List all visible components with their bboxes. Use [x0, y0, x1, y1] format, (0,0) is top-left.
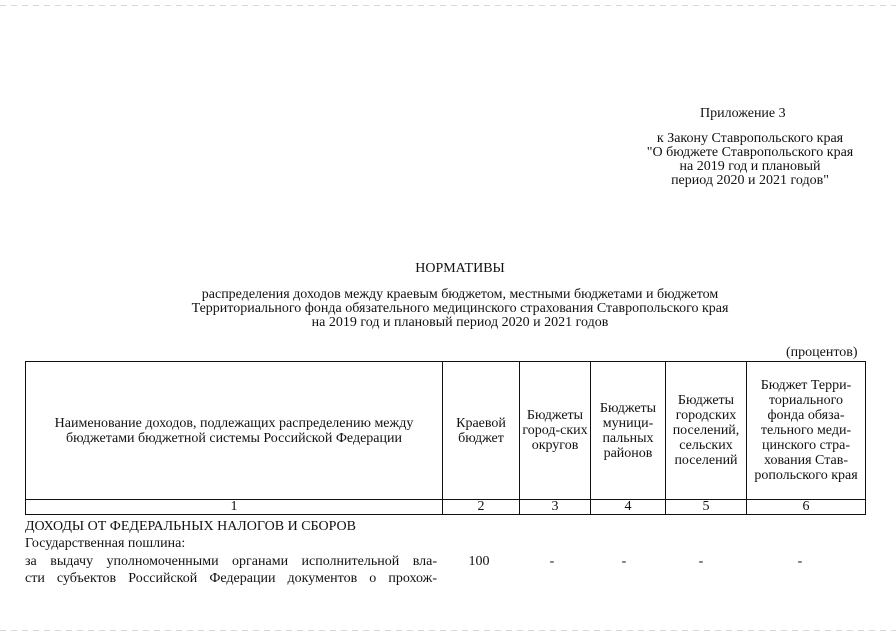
- subtitle-line: распределения доходов между краевым бюджетом, местными бюджетами и бюджетом: [201, 287, 719, 302]
- document-title: НОРМАТИВЫ: [415, 261, 505, 276]
- value-municipal-districts: -: [621, 554, 627, 569]
- income-item-text: за выдачу уполномоченными органами исполнительной вла-: [25, 554, 437, 569]
- scan-edge-top: [0, 5, 896, 6]
- law-ref-line: на 2019 год и плановый: [679, 159, 821, 174]
- units-label: (процентов): [786, 345, 858, 360]
- value-city-districts: -: [549, 554, 555, 569]
- header-regional-budget: Краевой бюджет: [443, 362, 520, 500]
- subsection-heading: Государственная пошлина:: [25, 536, 186, 551]
- column-number: 6: [747, 500, 866, 515]
- subtitle-line: на 2019 год и плановый период 2020 и 2021 годов: [311, 315, 609, 330]
- header-medical-fund: Бюджет Терри-ториального фонда обяза-тельного меди-цинского стра-хования Став-ропольского края: [747, 362, 866, 500]
- header-income-name: Наименование доходов, подлежащих распределению между бюджетами бюджетной системы Российской Федерации: [26, 362, 443, 500]
- document-subtitle: [0, 288, 896, 330]
- table-header-row: [26, 362, 866, 500]
- law-ref-line: период 2020 и 2021 годов": [671, 173, 829, 188]
- column-number-row: [26, 500, 866, 515]
- value-regional-budget: 100: [468, 554, 490, 569]
- header-municipal-districts: Бюджеты муници-пальных районов: [591, 362, 666, 500]
- norms-table: [25, 361, 866, 515]
- value-settlements: -: [698, 554, 704, 569]
- section-heading: ДОХОДЫ ОТ ФЕДЕРАЛЬНЫХ НАЛОГОВ И СБОРОВ: [25, 519, 357, 534]
- law-reference: [600, 132, 896, 188]
- law-ref-line: "О бюджете Ставропольского края: [646, 145, 854, 160]
- column-number: 4: [591, 500, 666, 515]
- column-number: 2: [443, 500, 520, 515]
- column-number: 5: [666, 500, 747, 515]
- annex-label: Приложение 3: [700, 106, 786, 121]
- value-medical-fund: -: [797, 554, 803, 569]
- subtitle-line: Территориального фонда обязательного медицинского страхования Ставропольского края: [191, 301, 729, 316]
- income-item-text: сти субъектов Российской Федерации документов о прохож-: [25, 571, 437, 586]
- header-city-districts: Бюджеты город-ских округов: [520, 362, 591, 500]
- scan-edge-bottom: [0, 630, 896, 631]
- header-settlements: Бюджеты городских поселений, сельских поселений: [666, 362, 747, 500]
- column-number: 3: [520, 500, 591, 515]
- law-ref-line: к Закону Ставропольского края: [656, 131, 844, 146]
- column-number: 1: [26, 500, 443, 515]
